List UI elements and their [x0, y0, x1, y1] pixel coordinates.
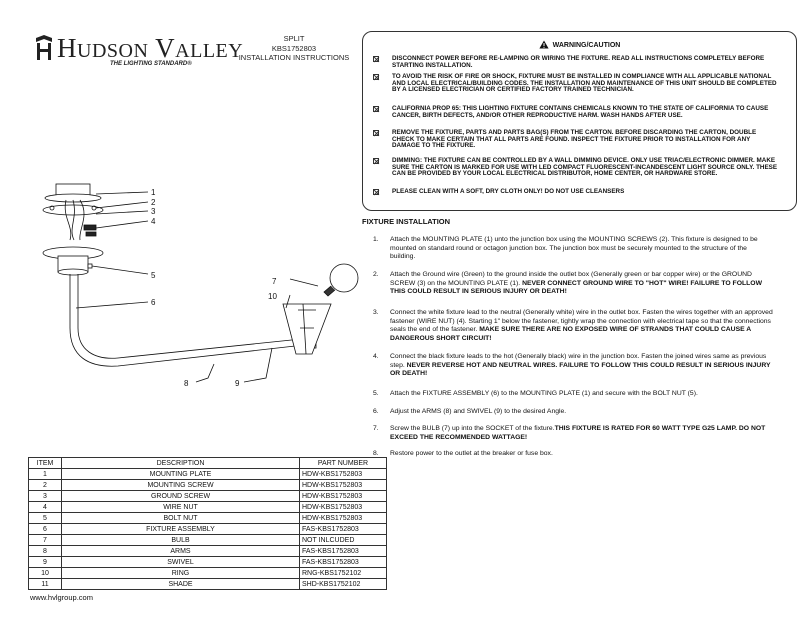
checkbox-icon [373, 74, 379, 80]
warning-item-text: REMOVE THE FIXTURE, PARTS AND PARTS BAG(S) FROM THE CARTON. BEFORE DISCARDING THE CARTON, DOUBLE CHECK TO MAKE CERTAIN THAT ALL PARTS ARE FOUND. INSPECT THE FIXTURE PRIOR TO INSTALLATION FOR ANY DAMAGE TO THE FIXTURE. [392, 129, 757, 150]
installation-step [373, 309, 773, 343]
cell-item: 5 [29, 513, 62, 524]
cell-description: SHADE [62, 579, 300, 590]
cell-description: RING [62, 568, 300, 579]
table-header-row [29, 458, 387, 469]
step-text: Restore power to the outlet at the breaker or fuse box. [390, 450, 553, 457]
warning-item [373, 189, 778, 196]
step-text: Connect the black fixture leads to the hot (Generally black) wire in the junction box. Fasten the joined wires same as previous step. [390, 353, 767, 369]
step-warning-text: NEVER REVERSE HOT AND NEUTRAL WIRES. FAILURE TO FOLLOW THIS COULD RESULT IN SERIOUS INJURY OR DEATH! [390, 361, 771, 378]
cell-item: 9 [29, 557, 62, 568]
fixture-arm [70, 274, 313, 366]
cell-description: FIXTURE ASSEMBLY [62, 524, 300, 535]
step-text: Attach the MOUNTING PLATE (1) unto the junction box using the MOUNTING SCREWS (2). This fixture is designed to be mounted on standard round or octagon junction box. The junction box must be securely mounted to the structure of the building. [390, 236, 758, 261]
installation-step [373, 390, 773, 399]
table-row [29, 568, 387, 579]
cell-item: 2 [29, 480, 62, 491]
step-text: Attach the Ground wire (Green) to the ground inside the outlet box (Generally green or bar copper wire) or the GROUND SCREW (3) on the MOUNTING PLATE (1). [390, 271, 752, 287]
table-row [29, 491, 387, 502]
callout-1: 1 [151, 188, 156, 197]
table-row [29, 557, 387, 568]
callout-8: 8 [184, 379, 189, 388]
cell-description: WIRE NUT [62, 502, 300, 513]
cell-part-number: HDW-KBS1752803 [300, 491, 387, 502]
step-text: Screw the BULB (7) up into the SOCKET of the fixture. [390, 425, 555, 432]
step-number: 8. [373, 450, 379, 457]
column-header-item: ITEM [29, 458, 62, 469]
checkbox-icon [373, 189, 379, 195]
cell-part-number: FAS-KBS1752803 [300, 524, 387, 535]
header-line-1: SPLIT [283, 34, 305, 43]
warning-item [373, 56, 778, 69]
cell-part-number: SHD-KBS1752102 [300, 579, 387, 590]
step-number: 4. [373, 353, 379, 360]
brand-initial-1: H [57, 33, 77, 63]
warning-item [373, 74, 778, 94]
warning-item [373, 106, 778, 119]
step-number: 1. [373, 236, 379, 243]
bolt-nut [88, 264, 92, 268]
column-header-part-number: PART NUMBER [300, 458, 387, 469]
wire-nut [84, 225, 96, 230]
brand-word-1: UDSON [77, 40, 149, 62]
step-text: Adjust the ARMS (8) and SWIVEL (9) to the desired Angle. [390, 408, 567, 415]
step-number: 2. [373, 271, 379, 278]
parts-table [28, 457, 387, 590]
cell-item: 10 [29, 568, 62, 579]
cell-description: BULB [62, 535, 300, 546]
step-number: 6. [373, 408, 379, 415]
warning-item-text: CALIFORNIA PROP 65: THIS LIGHTING FIXTURE CONTAINS CHEMICALS KNOWN TO THE STATE OF CALIFORNIA TO CAUSE CANCER, BIRTH DEFECTS, AND/OR OTHER REPRODUCTIVE HARM. WASH HANDS AFTER USE. [392, 105, 769, 119]
installation-step [373, 450, 773, 459]
cell-item: 3 [29, 491, 62, 502]
warning-item-text: DIMMING: THE FIXTURE CAN BE CONTROLLED BY A WALL DIMMING DEVICE. ONLY USE TRIAC/ELECTRONIC DIMMER. MAKE SURE THE CARTON IS MARKED FOR USE WITH LED COMPACT FLUORESCENT-INCANDESCENT LIGHT SOURCE ONLY. THESE CAN BE PROVIDED BY YOUR LOCAL ELECTRICAL DISTRIBUTOR, HOME CENTER, OR HARDWARE STORE. [392, 157, 778, 178]
website-url: www.hvlgroup.com [30, 593, 93, 602]
installation-step [373, 353, 773, 379]
callout-3: 3 [151, 207, 156, 216]
bulb [330, 264, 358, 292]
cell-part-number: FAS-KBS1752803 [300, 557, 387, 568]
checkbox-icon [373, 56, 379, 62]
step-warning-text: NEVER CONNECT GROUND WIRE TO "HOT" WIRE! FAILURE TO FOLLOW THIS COULD RESULT IN SERIOUS INJURY OR DEATH! [390, 279, 762, 296]
brand-name [57, 33, 243, 64]
cell-part-number: FAS-KBS1752803 [300, 546, 387, 557]
callout-7: 7 [272, 277, 277, 286]
cell-part-number: NOT INLCUDED [300, 535, 387, 546]
cell-item: 6 [29, 524, 62, 535]
cell-description: BOLT NUT [62, 513, 300, 524]
cell-description: MOUNTING SCREW [62, 480, 300, 491]
warning-box [362, 31, 797, 211]
table-row [29, 524, 387, 535]
step-warning-text: MAKE SURE THERE ARE NO EXPOSED WIRE OF STRANDS THAT COULD CAUSE A DANGEROUS SHORT CIRCUIT! [390, 326, 751, 342]
cell-description: SWIVEL [62, 557, 300, 568]
table-row [29, 480, 387, 491]
warning-title-text: WARNING/CAUTION [552, 42, 621, 49]
brand-initial-2: V [155, 33, 176, 63]
callout-5: 5 [151, 271, 156, 280]
wire-nut [86, 232, 96, 236]
callout-6: 6 [151, 298, 156, 307]
column-header-description: DESCRIPTION [62, 458, 300, 469]
table-row [29, 546, 387, 557]
step-number: 5. [373, 390, 379, 397]
warning-item-text: DISCONNECT POWER BEFORE RE-LAMPING OR WIRING THE FIXTURE. READ ALL INSTRUCTIONS COMPLETELY BEFORE STARTING INSTALLATION. [392, 55, 765, 69]
table-row [29, 513, 387, 524]
step-number: 7. [373, 425, 379, 432]
cell-description: ARMS [62, 546, 300, 557]
table-row [29, 579, 387, 590]
installation-step [373, 408, 773, 417]
installation-step [373, 236, 773, 262]
brand-tagline: THE LIGHTING STANDARD® [110, 61, 192, 67]
cell-description: MOUNTING PLATE [62, 469, 300, 480]
callout-2: 2 [151, 198, 156, 207]
step-warning-text: THIS FIXTURE IS RATED FOR 60 WATT TYPE G25 LAMP. DO NOT EXCEED THE RECOMMENDED WATTAGE! [390, 425, 766, 441]
step-text: Connect the white fixture lead to the neutral (Generally white) wire in the outlet box. Fasten the wires together with an approved fastener (WIRE NUT) (4). Starting 1" below the fastener, tightly wrap the connection with electrical tape so that the connections seals the end of the fastener. [390, 309, 773, 334]
checkbox-icon [373, 130, 379, 136]
installation-heading: FIXTURE INSTALLATION [362, 217, 451, 226]
cell-item: 4 [29, 502, 62, 513]
cell-item: 1 [29, 469, 62, 480]
cell-part-number: HDW-KBS1752803 [300, 469, 387, 480]
checkbox-icon [373, 158, 379, 164]
table-row [29, 502, 387, 513]
cell-item: 7 [29, 535, 62, 546]
brand-logo-icon [34, 34, 54, 62]
header-model-number: KBS1752803 [271, 43, 317, 53]
cell-description: GROUND SCREW [62, 491, 300, 502]
cell-part-number: HDW-KBS1752803 [300, 502, 387, 513]
cell-part-number: HDW-KBS1752803 [300, 513, 387, 524]
callout-10: 10 [268, 292, 277, 301]
cell-item: 8 [29, 546, 62, 557]
header-title: INSTALLATION INSTRUCTIONS [238, 53, 350, 62]
document-header [232, 34, 356, 63]
cell-item: 11 [29, 579, 62, 590]
cell-part-number: RNG-KBS1752102 [300, 568, 387, 579]
warning-item [373, 130, 778, 150]
warning-title [363, 40, 796, 49]
table-row [29, 535, 387, 546]
brand-word-2: ALLEY [175, 40, 244, 62]
cell-part-number: HDW-KBS1752803 [300, 480, 387, 491]
callout-4: 4 [151, 217, 156, 226]
warning-triangle-icon [539, 40, 549, 49]
installation-step [373, 425, 773, 442]
step-text: Attach the FIXTURE ASSEMBLY (6) to the MOUNTING PLATE (1) and secure with the BOLT NUT (5). [390, 390, 698, 397]
step-number: 3. [373, 309, 379, 316]
installation-step [373, 271, 773, 297]
warning-item-text: TO AVOID THE RISK OF FIRE OR SHOCK, FIXTURE MUST BE INSTALLED IN COMPLIANCE WITH ALL APPLICABLE NATIONAL AND LOCAL ELECTRICAL/BUILDING CODES. THE INSTALLATION AND MAINTENANCE OF THIS UNIT SHOULD BE COMPLETED BY A LICENSED ELECTRICIAN OR CERTIFIED FACTORY TRAINED TECHNICIAN. [392, 73, 777, 94]
table-row [29, 469, 387, 480]
warning-item-text: PLEASE CLEAN WITH A SOFT, DRY CLOTH ONLY! DO NOT USE CLEANSERS [392, 188, 625, 195]
checkbox-icon [373, 106, 379, 112]
callout-9: 9 [235, 379, 240, 388]
warning-item [373, 158, 778, 178]
fixture-diagram [28, 178, 368, 393]
